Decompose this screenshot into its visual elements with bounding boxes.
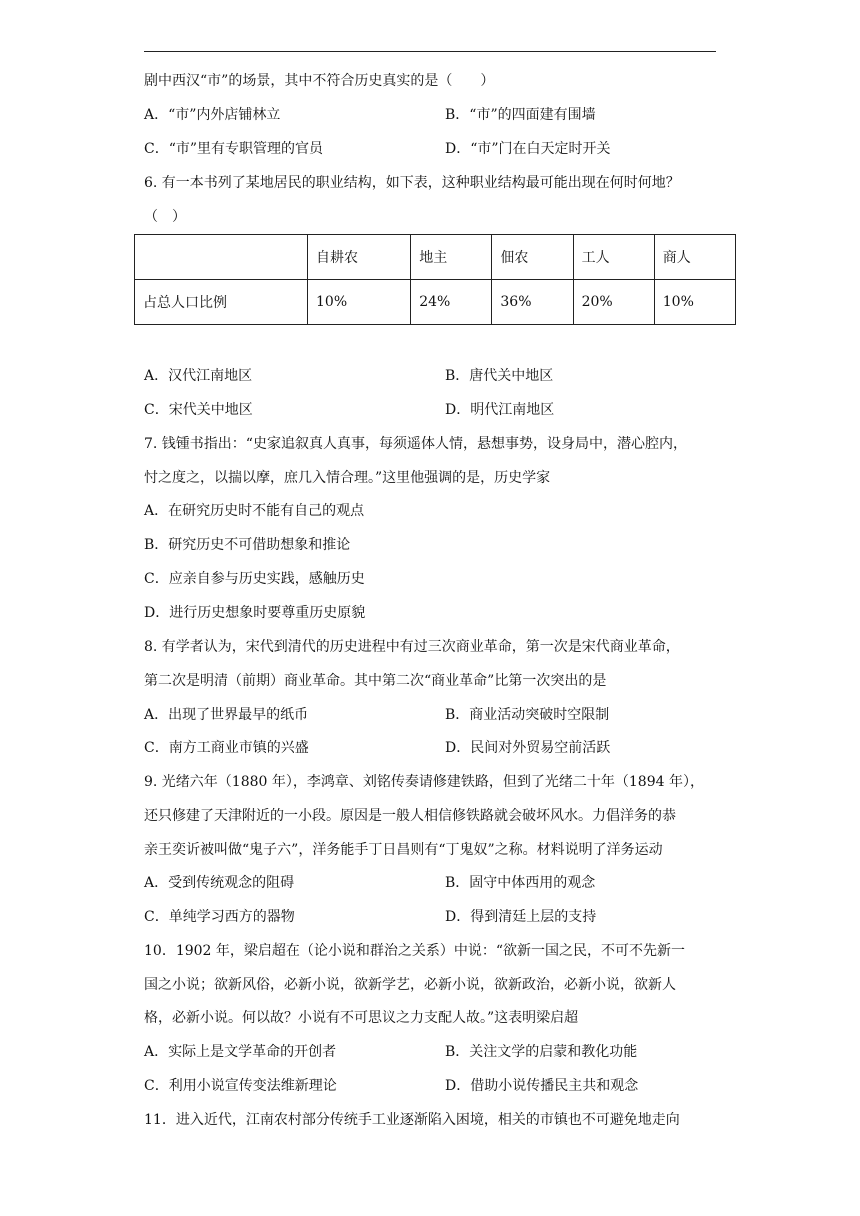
q9-option-c: C．单纯学习西方的器物	[144, 909, 295, 925]
table-cell: 工人	[573, 235, 654, 280]
table-cell: 地主	[411, 235, 492, 280]
q6-option-c: C．宋代关中地区	[144, 402, 253, 418]
table-cell: 24%	[411, 280, 492, 325]
q7-option-c: C．应亲自参与历史实践，感触历史	[144, 571, 365, 587]
q10-stem-line-3: 格，必新小说。何以故？小说有不可思议之力支配人故。”这表明梁启超	[144, 1010, 579, 1026]
table-header-row	[135, 235, 736, 280]
q9-stem-line-3: 亲王奕䜣被叫做“鬼子六”，洋务能手丁日昌则有“丁鬼奴”之称。材料说明了洋务运动	[144, 842, 663, 858]
q9-option-b: B．固守中体西用的观念	[445, 875, 596, 891]
q6-option-a: A．汉代江南地区	[144, 368, 253, 384]
q7-stem-line-2: 忖之度之，以揣以摩，庶几入情合理。”这里他强调的是，历史学家	[144, 470, 551, 486]
q8-option-b: B．商业活动突破时空限制	[445, 707, 610, 723]
q10-option-c: C．利用小说宣传变法维新理论	[144, 1078, 337, 1094]
q6-option-b: B．唐代关中地区	[445, 368, 554, 384]
table-cell: 自耕农	[308, 235, 411, 280]
q10-option-d: D．借助小说传播民主共和观念	[445, 1078, 639, 1094]
q8-option-a: A．出现了世界最早的纸币	[144, 707, 309, 723]
q9-option-a: A．受到传统观念的阻碍	[144, 875, 295, 891]
q6-stem-paren: （ ）	[144, 209, 186, 225]
q10-stem-line-1: 10．1902 年，梁启超在（论小说和群治之关系）中说：“欲新一国之民，不可不先新一	[144, 943, 686, 959]
q10-option-b: B．关注文学的启蒙和教化功能	[445, 1044, 638, 1060]
q6-stem: 6. 有一本书列了某地居民的职业结构，如下表，这种职业结构最可能出现在何时何地？	[144, 175, 680, 191]
table-cell	[135, 235, 308, 280]
q8-option-d: D．民间对外贸易空前活跃	[445, 740, 611, 756]
q9-option-d: D．得到清廷上层的支持	[445, 909, 597, 925]
q7-option-a: A．在研究历史时不能有自己的观点	[144, 503, 365, 519]
q8-stem-line-1: 8. 有学者认为，宋代到清代的历史进程中有过三次商业革命，第一次是宋代商业革命，	[144, 639, 680, 655]
q8-option-c: C．南方工商业市镇的兴盛	[144, 740, 309, 756]
q7-stem-line-1: 7. 钱锺书指出：“史家追叙真人真事，每须遥体人情，悬想事势，设身局中，潜心腔内，	[144, 436, 687, 452]
q7-option-b: B．研究历史不可借助想象和推论	[144, 537, 351, 553]
table-cell: 10%	[308, 280, 411, 325]
q5-option-b: B．“市”的四面建有围墙	[445, 107, 596, 123]
q8-stem-line-2: 第二次是明清（前期）商业革命。其中第二次“商业革命”比第一次突出的是	[144, 673, 607, 689]
table-cell: 佃农	[492, 235, 573, 280]
table-cell: 20%	[573, 280, 654, 325]
q10-option-a: A．实际上是文学革命的开创者	[144, 1044, 337, 1060]
q5-stem: 剧中西汉“市”的场景，其中不符合历史真实的是（ ）	[144, 73, 495, 89]
table-cell: 占总人口比例	[135, 280, 308, 325]
q7-option-d: D．进行历史想象时要尊重历史原貌	[144, 605, 366, 621]
q5-option-d: D．“市”门在白天定时开关	[445, 141, 611, 157]
q11-stem-line-1: 11．进入近代，江南农村部分传统手工业逐渐陷入困境，相关的市镇也不可避免地走向	[144, 1112, 680, 1128]
q5-option-a: A．“市”内外店铺林立	[144, 107, 281, 123]
table-cell: 36%	[492, 280, 573, 325]
header-rule	[144, 51, 716, 52]
q9-stem-line-2: 还只修建了天津附近的一小段。原因是一般人相信修铁路就会破坏风水。力倡洋务的恭	[144, 808, 676, 824]
occupation-table	[134, 234, 736, 325]
q10-stem-line-2: 国之小说；欲新风俗，必新小说，欲新学艺，必新小说，欲新政治，必新小说，欲新人	[144, 977, 676, 993]
table-cell: 商人	[654, 235, 735, 280]
q9-stem-line-1: 9. 光绪六年（1880 年），李鸿章、刘铭传奏请修建铁路，但到了光绪二十年（1894 年），	[144, 774, 704, 790]
table-cell: 10%	[654, 280, 735, 325]
q5-option-c: C．“市”里有专职管理的官员	[144, 141, 324, 157]
q6-option-d: D．明代江南地区	[445, 402, 555, 418]
table-row	[135, 280, 736, 325]
